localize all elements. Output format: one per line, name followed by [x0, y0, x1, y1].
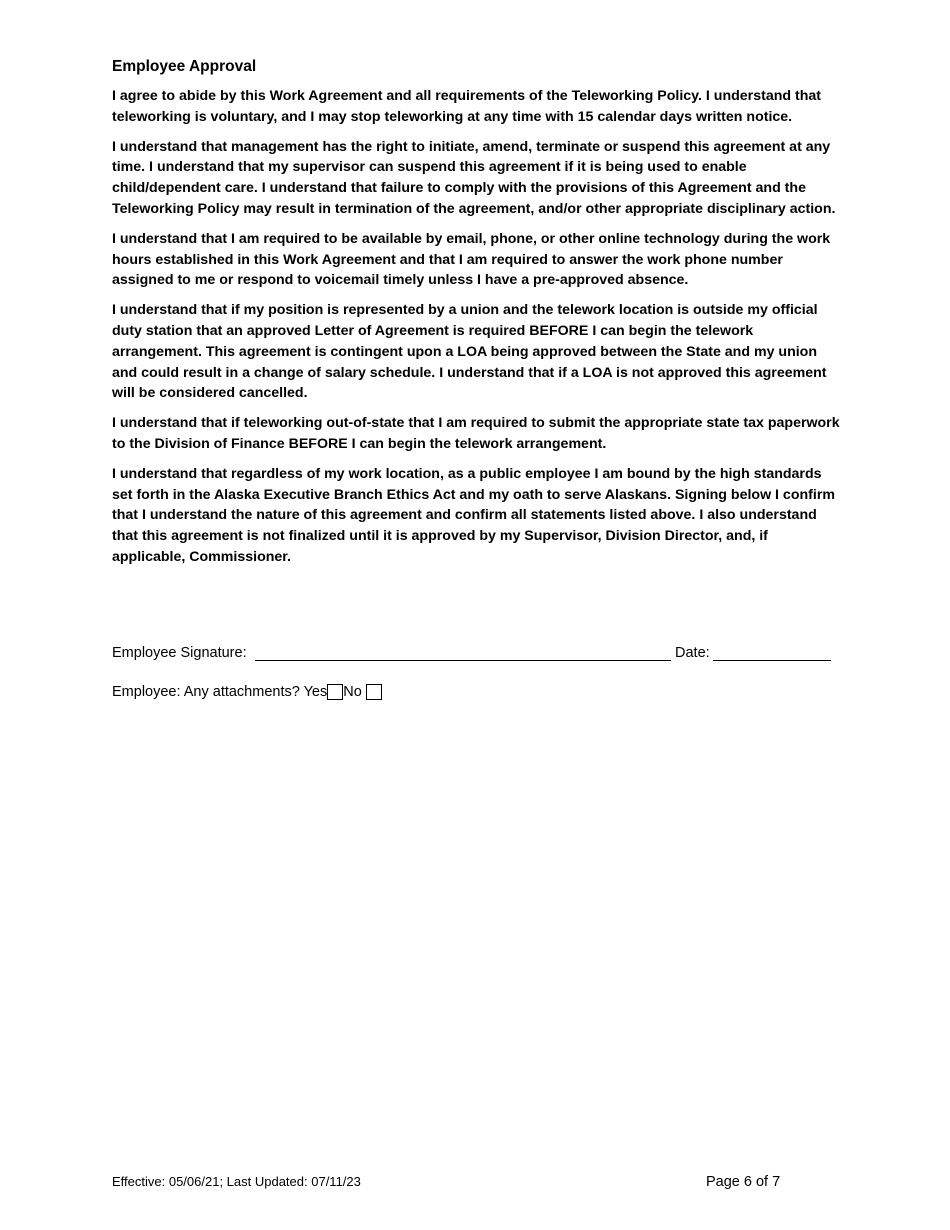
attachments-row	[112, 682, 382, 704]
date-label: Date:	[675, 645, 710, 661]
approval-paragraph-1: I agree to abide by this Work Agreement and all requirements of the Teleworking Policy. I understand that teleworking is voluntary, and I may stop teleworking at any time with 15 calendar days written notice.	[112, 88, 821, 125]
signature-field[interactable]	[255, 660, 671, 661]
approval-paragraph-5: I understand that if teleworking out-of-state that I am required to submit the appropriate state tax paperwork to the Division of Finance BEFORE I can begin the telework arrangement.	[112, 415, 840, 452]
attachments-label: Employee: Any attachments? Yes	[112, 684, 328, 701]
attachments-yes-checkbox[interactable]	[327, 684, 343, 700]
footer-effective-date: Effective: 05/06/21; Last Updated: 07/11/23	[112, 1174, 361, 1189]
approval-paragraph-6: I understand that regardless of my work location, as a public employee I am bound by the high standards set forth in the Alaska Executive Branch Ethics Act and my oath to serve Alaskans. Signing below I confirm that I understand the nature of this agreement and confirm all statements listed above. I also understand that this agreement is not finalized until it is approved by my Supervisor, Division Director, and, if applicable, Commissioner.	[112, 465, 835, 565]
attachments-no-checkbox[interactable]	[366, 684, 382, 700]
approval-paragraph-4: I understand that if my position is represented by a union and the telework location is outside my official duty station that an approved Letter of Agreement is required BEFORE I can begin the telework arrangement. This agreement is contingent upon a LOA being approved between the State and my union and could result in a change of salary schedule. I understand that if a LOA is not approved this agreement will be considered cancelled.	[112, 302, 827, 402]
section-heading: Employee Approval	[112, 58, 257, 75]
employee-approval-section	[112, 56, 840, 577]
signature-label: Employee Signature:	[112, 645, 247, 661]
approval-paragraph-2: I understand that management has the right to initiate, amend, terminate or suspend this agreement at any time. I understand that my supervisor can suspend this agreement if it is being used to enable child/dependent care. I understand that failure to comply with the provisions of this Agreement and the Teleworking Policy may result in termination of the agreement, and/or other appropriate disciplinary action.	[112, 138, 836, 217]
approval-paragraph-3: I understand that I am required to be available by email, phone, or other online technology during the work hours established in this Work Agreement and that I am required to answer the work phone number assigned to me or respond to voicemail timely unless I have a pre-approved absence.	[112, 230, 831, 289]
footer-page-number: Page 6 of 7	[706, 1174, 781, 1190]
date-field[interactable]	[713, 660, 831, 661]
signature-row	[112, 643, 832, 665]
attachments-no-label: No	[343, 684, 362, 701]
